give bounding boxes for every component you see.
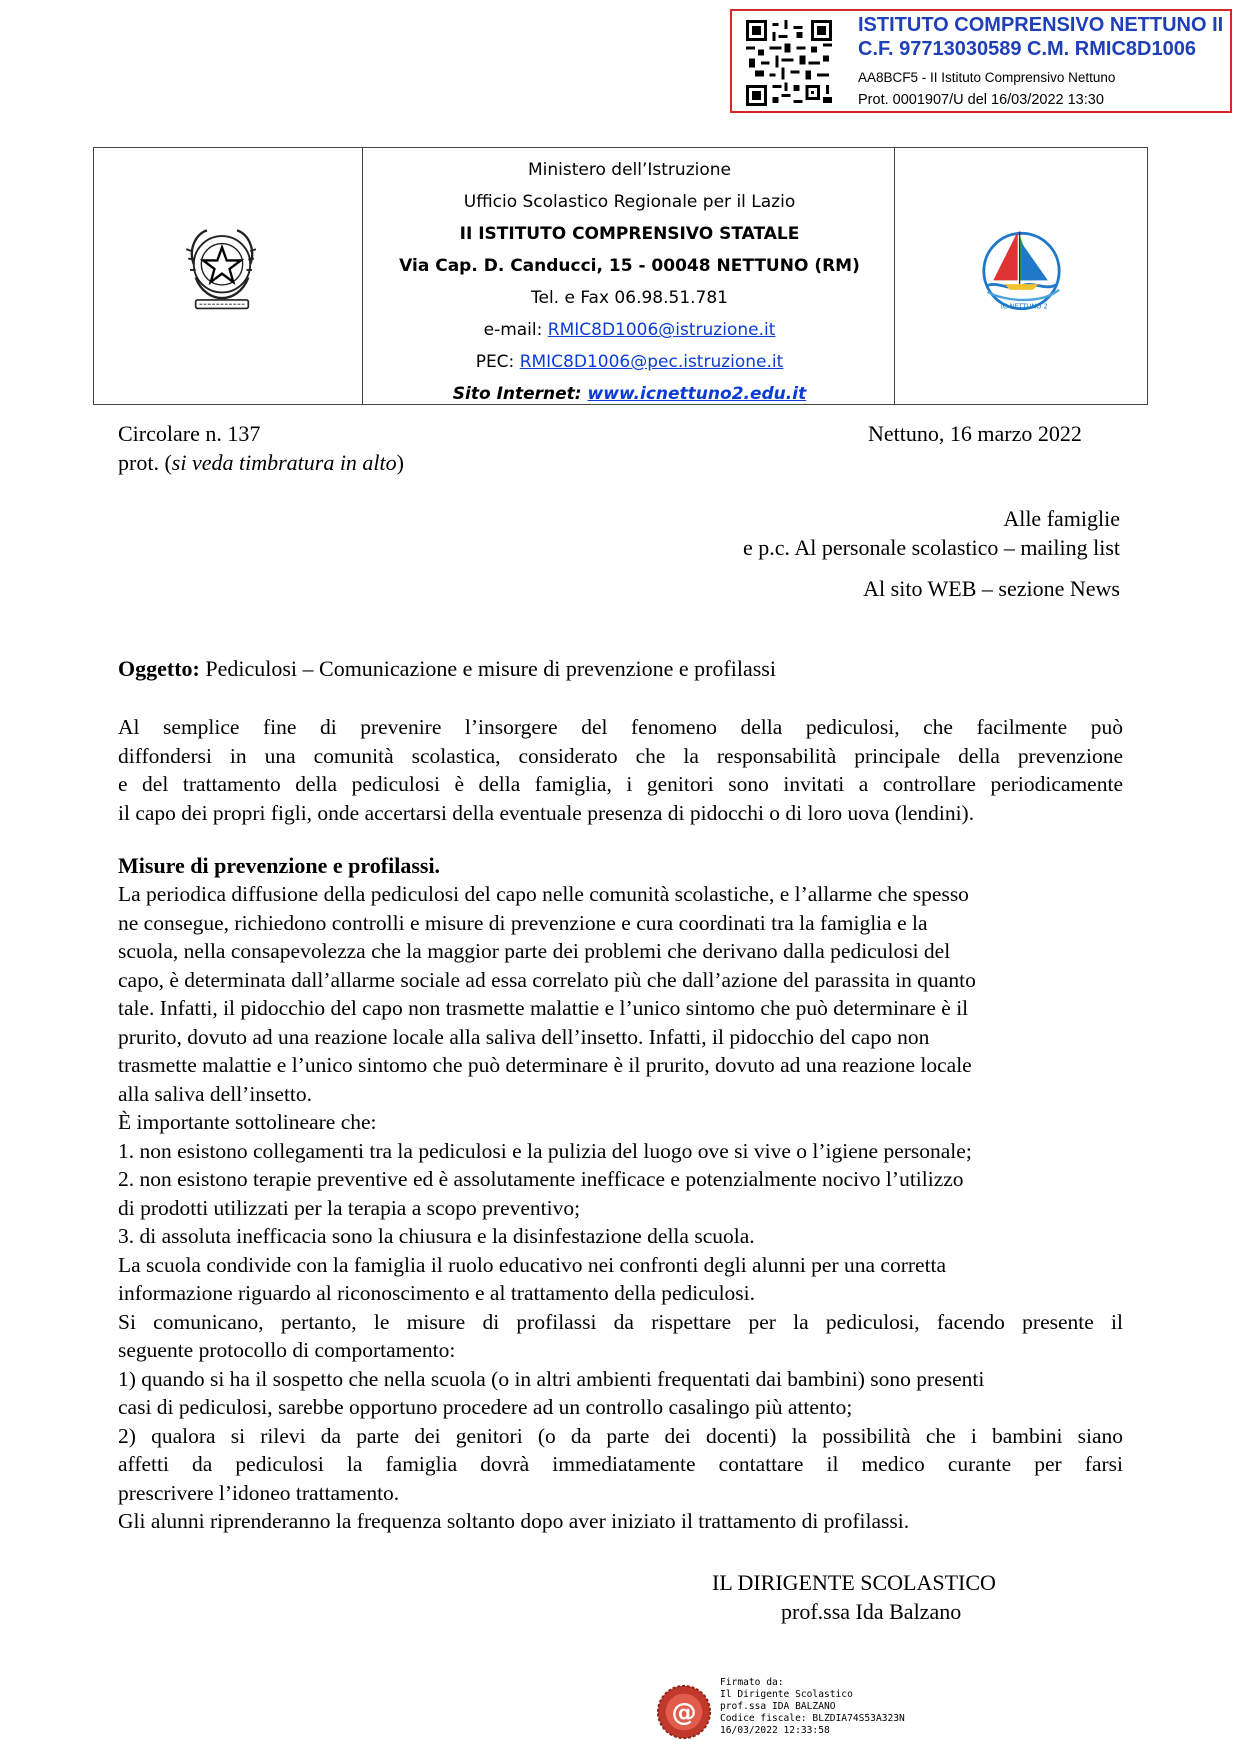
body-line: alla saliva dell’insetto. (118, 1081, 313, 1106)
body-line: È importante sottolineare che: (118, 1110, 377, 1134)
letterhead-table (93, 147, 1148, 405)
sig-line: Firmato da: (720, 1677, 784, 1688)
digital-signature-text (720, 1677, 905, 1737)
signature-role: IL DIRIGENTE SCOLASTICO (712, 1570, 996, 1595)
school-logo-sailboat-icon (965, 222, 1078, 320)
sig-line: prof.ssa IDA BALZANO (720, 1701, 836, 1712)
signature-name: prof.ssa Ida Balzano (781, 1599, 962, 1624)
place-date: Nettuno, 16 marzo 2022 (868, 421, 1082, 446)
recipient-staff: e p.c. Al personale scolastico – mailing list (743, 535, 1120, 560)
sig-line: 16/03/2022 12:33:58 (720, 1725, 830, 1736)
protocol-prefix: prot. ( (118, 450, 172, 475)
body-line: seguente protocollo di comportamento: (118, 1338, 456, 1362)
svg-text:@: @ (671, 1697, 697, 1727)
website-row (363, 378, 896, 410)
intro-paragraph (118, 713, 1123, 827)
body-line: 2) qualora si rilevi da parte dei genitori (o da parte dei docenti) la possibilità che i bambini siano (118, 1423, 1123, 1448)
body-line: casi di pediculosi, sarebbe opportuno procedere ad un controllo casalingo più attento; (118, 1395, 853, 1419)
measures-body (118, 880, 1123, 1536)
body-line: di prodotti utilizzati per la terapia a scopo preventivo; (118, 1195, 581, 1220)
email-row (363, 314, 896, 346)
email-label: e-mail: (483, 320, 548, 340)
school-address: Via Cap. D. Canducci, 15 - 00048 NETTUNO (RM) (399, 256, 860, 276)
body-line: informazione riguardo al riconoscimento e al trattamento della pediculosi. (118, 1281, 756, 1305)
body-line: ne consegue, richiedono controlli e misure di prevenzione e cura coordinati tra la famiglia e la (118, 910, 928, 935)
intro-line: Al semplice fine di prevenire l’insorgere del fenomeno della pediculosi, che facilmente può (118, 715, 1123, 739)
regional-office: Ufficio Scolastico Regionale per il Lazio (463, 192, 796, 212)
ministry-name: Ministero dell’Istruzione (528, 160, 731, 180)
protocol-suffix: ) (396, 450, 404, 475)
body-line: tale. Infatti, il pidocchio del capo non trasmette malattie e l’unico sintomo che può determinare è il (118, 996, 969, 1020)
email-link[interactable]: RMIC8D1006@istruzione.it (547, 320, 776, 340)
letterhead-right-cell (894, 148, 1147, 404)
body-line: La scuola condivide con la famiglia il ruolo educativo nei confronti degli alunni per una corretta (118, 1252, 947, 1277)
digital-signature-seal-icon (655, 1683, 713, 1741)
sig-line: Codice fiscale: BLZDIA74S53A323N (720, 1713, 905, 1724)
intro-line: e del trattamento della pediculosi è della famiglia, i genitori sono invitati a controllare periodicamente (118, 772, 1123, 796)
body-line: capo, è determinata dall’allarme sociale ad essa correlato più che dall’azione del parassita in quanto (118, 967, 976, 992)
subject-label: Oggetto: (118, 656, 200, 681)
circular-number: Circolare n. 137 (118, 421, 261, 446)
section-title: Misure di prevenzione e profilassi. (118, 853, 441, 878)
letterhead-center-cell (363, 148, 896, 404)
stamp-protocol-number: Prot. 0001907/U del 16/03/2022 13:30 (858, 92, 1104, 108)
pec-link[interactable]: RMIC8D1006@pec.istruzione.it (519, 352, 784, 372)
pec-row (363, 346, 896, 378)
recipient-families: Alle famiglie (1003, 506, 1120, 531)
school-phone: Tel. e Fax 06.98.51.781 (530, 288, 728, 308)
stamp-institute-name: ISTITUTO COMPRENSIVO NETTUNO II (858, 14, 1224, 36)
school-logo-caption: IC NETTUNO 2 (1000, 302, 1048, 311)
intro-line: diffondersi in una comunità scolastica, considerato che la responsabilità principale della prevenzione (118, 743, 1123, 768)
letterhead-left-cell (94, 148, 363, 404)
intro-line: il capo dei propri figli, onde accertarsi della eventuale presenza di pidocchi o di loro uova (lendini). (118, 800, 975, 825)
italian-republic-emblem-icon (175, 221, 269, 315)
body-line: trasmette malattie e l’unico sintomo che può determinare è il prurito, dovuto ad una reazione locale (118, 1053, 972, 1077)
body-line: affetti da pediculosi la famiglia dovrà immediatamente contattare il medico curante per farsi (118, 1452, 1123, 1476)
stamp-tax-code: C.F. 97713030589 C.M. RMIC8D1006 (858, 38, 1196, 60)
sig-line: Il Dirigente Scolastico (720, 1689, 853, 1700)
body-line: scuola, nella consapevolezza che la maggior parte dei problemi che derivano dalla pediculosi del (118, 939, 951, 963)
body-line: 2. non esistono terapie preventive ed è assolutamente inefficace e potenzialmente nocivo l’utilizzo (118, 1167, 964, 1191)
website-label: Sito Internet: (452, 384, 588, 404)
protocol-line (118, 448, 404, 477)
school-name: II ISTITUTO COMPRENSIVO STATALE (459, 224, 800, 244)
body-line: 1) quando si ha il sospetto che nella scuola (o in altri ambienti frequentati dai bambini) sono presenti (118, 1366, 985, 1391)
stamp-aoo-code: AA8BCF5 - II Istituto Comprensivo Nettuno (858, 70, 1116, 85)
body-line: La periodica diffusione della pediculosi del capo nelle comunità scolastiche, e l’allarme che spesso (118, 882, 969, 906)
body-line: prurito, dovuto ad una reazione locale alla saliva dell’insetto. Infatti, il pidocchio del capo non (118, 1024, 930, 1049)
pec-label: PEC: (475, 352, 520, 372)
website-link[interactable]: www.icnettuno2.edu.it (587, 384, 807, 404)
body-line: Si comunicano, pertanto, le misure di profilassi da rispettare per la pediculosi, facendo presente il (118, 1309, 1123, 1334)
protocol-note: si veda timbratura in alto (171, 450, 397, 475)
body-line: 3. di assoluta inefficacia sono la chiusura e la disinfestazione della scuola. (118, 1224, 755, 1248)
subject-text: Pediculosi – Comunicazione e misure di prevenzione e profilassi (199, 656, 776, 681)
protocol-stamp (730, 9, 1232, 113)
body-line: 1. non esistono collegamenti tra la pediculosi e la pulizia del luogo ove si vive o l’igiene personale; (118, 1138, 972, 1163)
subject-line (118, 654, 776, 683)
recipient-website: Al sito WEB – sezione News (863, 576, 1120, 601)
body-line: prescrivere l’idoneo trattamento. (118, 1480, 400, 1505)
body-line: Gli alunni riprenderanno la frequenza soltanto dopo aver iniziato il trattamento di profilassi. (118, 1509, 910, 1533)
qr-code-icon (746, 20, 832, 106)
